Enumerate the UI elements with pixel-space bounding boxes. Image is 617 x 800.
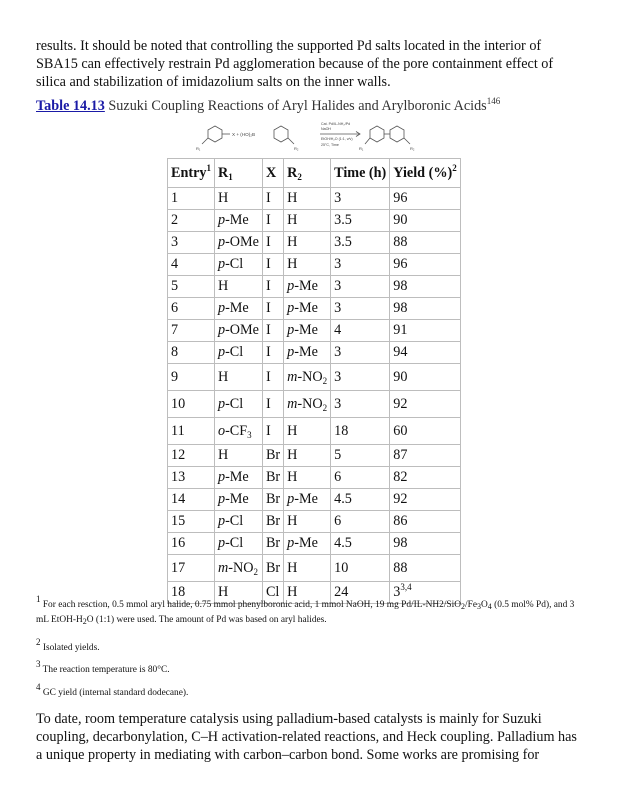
- cell-entry: 14: [168, 489, 215, 511]
- cell-x: Cl: [262, 582, 283, 604]
- cell-r2: p-Me: [284, 489, 331, 511]
- cell-entry: 17: [168, 555, 215, 582]
- scheme-product-r2: R₂: [410, 146, 415, 151]
- table-row: [168, 418, 461, 445]
- cell-r1: p-Cl: [214, 533, 262, 555]
- cell-x: I: [262, 342, 283, 364]
- cell-r1: p-Me: [214, 467, 262, 489]
- cell-r2: H: [284, 418, 331, 445]
- cell-r2: p-Me: [284, 320, 331, 342]
- scheme-reagents-1: Cat. Pd/IL-NH₂/Pd: [321, 122, 351, 126]
- footnote-4: $^4$ GC yield (internal standard dodecane).: [36, 682, 189, 698]
- cell-r2: H: [284, 555, 331, 582]
- header-x: X: [262, 159, 283, 188]
- cell-entry: 15: [168, 511, 215, 533]
- cell-r1: H: [214, 188, 262, 210]
- cell-time: 10: [331, 555, 390, 582]
- cell-entry: 3: [168, 232, 215, 254]
- cell-x: I: [262, 391, 283, 418]
- cell-yield: 98: [390, 533, 460, 555]
- scheme-product-r1: R₁: [359, 146, 364, 151]
- table-caption-text: Suzuki Coupling Reactions of Aryl Halides and Arylboronic Acids: [104, 98, 487, 114]
- cell-r1: H: [214, 445, 262, 467]
- cell-time: 4.5: [331, 489, 390, 511]
- header-time: Time (h): [331, 159, 390, 188]
- closing-paragraph: To date, room temperature catalysis using palladium-based catalysts is mainly for Suzuki coupling, decarbonylation, C–H activation-related reactions, and Heck coupling. Palladium has a unique property in mediating with carbon–carbon bond. Some works are promising for: [36, 711, 577, 763]
- cell-r2: H: [284, 511, 331, 533]
- table-row: [168, 276, 461, 298]
- footnote-1: $^1$ For each resction, 0.5 mmol aryl halide, 0.75 mmol phenylboronic acid, 1 mmol NaOH, 19 mg $Pd/IL-NH2/SiO_2/Fe_3O_4$ (0.5 mol% Pd), and 3 mL EtOH-$H_2O$ (1:1) were used. The amount of Pd was based on aryl halides.: [36, 594, 575, 626]
- table-row: [168, 364, 461, 391]
- cell-entry: 10: [168, 391, 215, 418]
- table-row: [168, 511, 461, 533]
- cell-entry: 4: [168, 254, 215, 276]
- table-row: [168, 188, 461, 210]
- cell-yield: 92: [390, 391, 460, 418]
- cell-r1: p-Cl: [214, 511, 262, 533]
- cell-r2: H: [284, 210, 331, 232]
- suzuki-coupling-table: [167, 158, 461, 604]
- header-yield: Yield (%)$^2$: [390, 159, 460, 188]
- cell-time: 3: [331, 188, 390, 210]
- cell-yield: 91: [390, 320, 460, 342]
- cell-yield: 88: [390, 232, 460, 254]
- aryl-halide-ring: [208, 126, 222, 142]
- cell-r1: p-Me: [214, 489, 262, 511]
- cell-x: I: [262, 364, 283, 391]
- cell-time: 3: [331, 342, 390, 364]
- cell-r2: H: [284, 188, 331, 210]
- cell-r2: p-Me: [284, 276, 331, 298]
- cell-yield: 96: [390, 254, 460, 276]
- cell-r1: $m-NO_2$: [214, 555, 262, 582]
- scheme-plus: X + (HO)₂B: [232, 132, 256, 137]
- reaction-scheme: [190, 120, 440, 156]
- biaryl-ring-left: [370, 126, 384, 142]
- cell-time: 3: [331, 364, 390, 391]
- cell-entry: 7: [168, 320, 215, 342]
- table-caption-ref: 146: [486, 96, 501, 106]
- cell-time: 3: [331, 391, 390, 418]
- cell-x: I: [262, 418, 283, 445]
- cell-yield: 87: [390, 445, 460, 467]
- header-r2: $R_2$: [284, 159, 331, 188]
- table-row: [168, 391, 461, 418]
- table-row: [168, 555, 461, 582]
- cell-x: Br: [262, 533, 283, 555]
- cell-time: 24: [331, 582, 390, 604]
- cell-time: 3.5: [331, 232, 390, 254]
- cell-time: 6: [331, 467, 390, 489]
- cell-yield: 82: [390, 467, 460, 489]
- cell-r2: H: [284, 445, 331, 467]
- table-row: [168, 254, 461, 276]
- cell-r2: p-Me: [284, 298, 331, 320]
- cell-entry: 6: [168, 298, 215, 320]
- cell-r1: p-Cl: [214, 342, 262, 364]
- cell-time: 3.5: [331, 210, 390, 232]
- cell-r1: p-Me: [214, 210, 262, 232]
- scheme-reagents-2: NaOH: [321, 127, 331, 131]
- cell-yield: 86: [390, 511, 460, 533]
- cell-r2: H: [284, 467, 331, 489]
- cell-r1: H: [214, 364, 262, 391]
- cell-entry: 16: [168, 533, 215, 555]
- cell-yield: 98: [390, 276, 460, 298]
- cell-r2: $m-NO_2$: [284, 391, 331, 418]
- cell-r1: H: [214, 582, 262, 604]
- cell-r1: H: [214, 276, 262, 298]
- scheme-reagents-3: EtOH/H₂O (1:1, v/v): [321, 137, 353, 141]
- cell-r1: p-Me: [214, 298, 262, 320]
- cell-x: Br: [262, 445, 283, 467]
- header-r1: $R_1$: [214, 159, 262, 188]
- cell-time: 6: [331, 511, 390, 533]
- scheme-conditions: 25°C, Time: [321, 143, 339, 147]
- cell-r2: H: [284, 582, 331, 604]
- cell-yield: 3$^{3,4}$: [390, 582, 460, 604]
- biaryl-ring-right: [390, 126, 404, 142]
- cell-entry: 1: [168, 188, 215, 210]
- cell-x: Br: [262, 489, 283, 511]
- cell-yield: 96: [390, 188, 460, 210]
- cell-x: Br: [262, 467, 283, 489]
- cell-time: 4: [331, 320, 390, 342]
- cell-yield: 92: [390, 489, 460, 511]
- cell-time: 3: [331, 254, 390, 276]
- footnote-2: $^2$ Isolated yields.: [36, 637, 100, 653]
- cell-time: 3: [331, 276, 390, 298]
- cell-yield: 98: [390, 298, 460, 320]
- table-row: [168, 342, 461, 364]
- cell-r1: p-OMe: [214, 320, 262, 342]
- cell-yield: 60: [390, 418, 460, 445]
- table-row: [168, 320, 461, 342]
- cell-r1: p-Cl: [214, 254, 262, 276]
- cell-r1: $o-CF_3$: [214, 418, 262, 445]
- table-row: [168, 533, 461, 555]
- table-row: [168, 210, 461, 232]
- cell-x: I: [262, 210, 283, 232]
- cell-entry: 5: [168, 276, 215, 298]
- table-row: [168, 445, 461, 467]
- cell-r2: $m-NO_2$: [284, 364, 331, 391]
- cell-yield: 90: [390, 364, 460, 391]
- table-row: [168, 232, 461, 254]
- cell-entry: 2: [168, 210, 215, 232]
- cell-x: I: [262, 188, 283, 210]
- cell-entry: 12: [168, 445, 215, 467]
- cell-time: 5: [331, 445, 390, 467]
- cell-entry: 8: [168, 342, 215, 364]
- cell-x: Br: [262, 555, 283, 582]
- cell-x: Br: [262, 511, 283, 533]
- cell-r2: p-Me: [284, 533, 331, 555]
- cell-entry: 11: [168, 418, 215, 445]
- table-header-row: [168, 159, 461, 188]
- table-label-link[interactable]: Table 14.13: [36, 98, 105, 114]
- cell-entry: 9: [168, 364, 215, 391]
- cell-x: I: [262, 320, 283, 342]
- cell-r2: p-Me: [284, 342, 331, 364]
- cell-r2: H: [284, 254, 331, 276]
- cell-x: I: [262, 254, 283, 276]
- cell-x: I: [262, 276, 283, 298]
- cell-x: I: [262, 298, 283, 320]
- table-row: [168, 298, 461, 320]
- cell-entry: 18: [168, 582, 215, 604]
- boronic-acid-ring: [274, 126, 288, 142]
- cell-r2: H: [284, 232, 331, 254]
- cell-yield: 90: [390, 210, 460, 232]
- cell-r1: p-OMe: [214, 232, 262, 254]
- cell-time: 3: [331, 298, 390, 320]
- cell-entry: 13: [168, 467, 215, 489]
- cell-time: 4.5: [331, 533, 390, 555]
- cell-yield: 88: [390, 555, 460, 582]
- table-row: [168, 489, 461, 511]
- cell-yield: 94: [390, 342, 460, 364]
- scheme-r1: R₁: [196, 146, 201, 151]
- cell-x: I: [262, 232, 283, 254]
- footnote-3: $^3$ The reaction temperature is 80°C.: [36, 659, 170, 675]
- scheme-r2: R₂: [294, 146, 299, 151]
- header-entry: Entry$^1$: [168, 159, 215, 188]
- intro-paragraph: results. It should be noted that controlling the supported Pd salts located in the interior of SBA15 can effectively restrain Pd agglomeration because of the pore containment effect of silica and stabilization of imidazolium salts on the inner walls.: [36, 38, 554, 90]
- table-caption: [36, 97, 596, 115]
- cell-time: 18: [331, 418, 390, 445]
- cell-r1: p-Cl: [214, 391, 262, 418]
- table-row: [168, 467, 461, 489]
